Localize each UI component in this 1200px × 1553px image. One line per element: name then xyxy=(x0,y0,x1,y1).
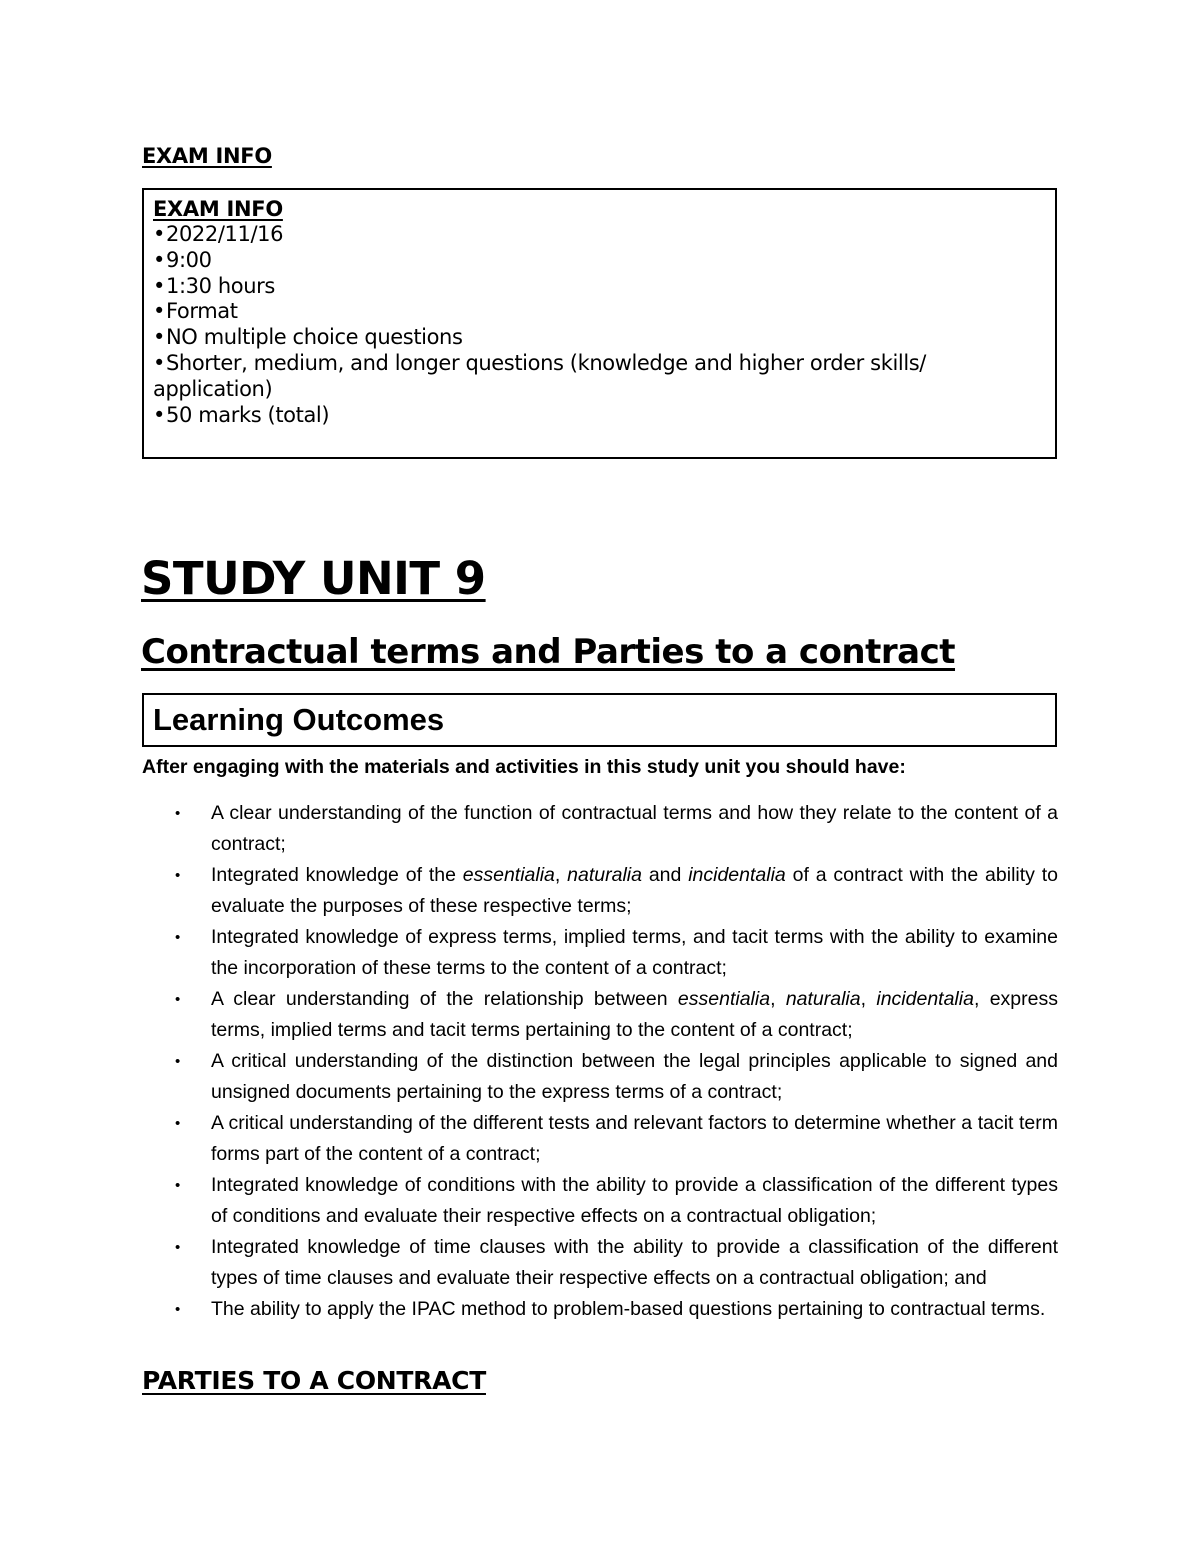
bullet-icon: • xyxy=(153,325,165,350)
latin-term: essentialia xyxy=(462,864,555,886)
list-item xyxy=(142,860,1058,922)
learning-outcomes-title: Learning Outcomes xyxy=(153,702,445,737)
latin-term: naturalia xyxy=(785,988,861,1010)
bullet-icon: • xyxy=(175,991,181,1008)
bullet-icon: • xyxy=(175,867,181,884)
outcome-text: A critical understanding of the different tests and relevant factors to determine whether a tacit term forms part of the content of a contract; xyxy=(211,1112,1058,1165)
exam-info-box xyxy=(142,188,1057,459)
bullet-icon: • xyxy=(175,929,181,946)
list-item xyxy=(142,798,1058,860)
list-item xyxy=(142,1170,1058,1232)
bullet-icon: • xyxy=(153,222,165,246)
outcome-text: A clear understanding of the function of contractual terms and how they relate to the content of a contract; xyxy=(211,802,1058,855)
outcome-text: A clear understanding of the relationship between essentialia, naturalia, incidentalia, express terms, implied terms and tacit terms pertaining to the content of a contract; xyxy=(211,988,1058,1041)
outcome-text: The ability to apply the IPAC method to problem-based questions pertaining to contractual terms. xyxy=(211,1298,1046,1320)
outcome-text: Integrated knowledge of express terms, implied terms, and tacit terms with the ability to examine the incorporation of these terms to the content of a contract; xyxy=(211,926,1058,979)
latin-term: incidentalia xyxy=(876,988,974,1010)
exam-info-item: •1:30 hours xyxy=(153,273,275,298)
latin-term: essentialia xyxy=(677,988,771,1010)
latin-term: incidentalia xyxy=(688,864,786,886)
outcome-text: Integrated knowledge of conditions with the ability to provide a classification of the different types of conditions and evaluate their respective effects on a contractual obligation; xyxy=(211,1174,1058,1227)
list-item xyxy=(142,984,1058,1046)
list-item xyxy=(142,1232,1058,1294)
learning-outcomes-list xyxy=(142,798,1058,1325)
bullet-icon: • xyxy=(175,805,181,822)
bullet-icon: • xyxy=(175,1053,181,1070)
exam-info-item: •NO multiple choice questions xyxy=(153,325,463,350)
exam-info-list xyxy=(153,222,1047,428)
learning-outcomes-box xyxy=(142,693,1057,747)
list-item xyxy=(142,1046,1058,1108)
parties-to-a-contract-heading: PARTIES TO A CONTRACT xyxy=(142,1366,486,1395)
study-unit-subtitle: Contractual terms and Parties to a contract xyxy=(141,632,956,672)
bullet-icon: • xyxy=(175,1301,181,1318)
exam-info-box-title: EXAM INFO xyxy=(153,197,283,221)
bullet-icon: • xyxy=(153,299,165,324)
bullet-icon: • xyxy=(153,402,165,427)
exam-info-heading: EXAM INFO xyxy=(142,144,272,168)
list-item xyxy=(142,922,1058,984)
outcome-text: A critical understanding of the distinction between the legal principles applicable to signed and unsigned documents pertaining to the express terms of a contract; xyxy=(211,1050,1058,1103)
exam-info-item: •9:00 xyxy=(153,247,212,272)
bullet-icon: • xyxy=(153,350,165,375)
outcome-text: Integrated knowledge of the essentialia, naturalia and incidentalia of a contract with the ability to evaluate the purposes of these respective terms; xyxy=(211,864,1059,917)
exam-info-item: •50 marks (total) xyxy=(153,402,330,427)
bullet-icon: • xyxy=(175,1115,181,1132)
bullet-icon: • xyxy=(153,247,165,272)
outcome-text: Integrated knowledge of time clauses with the ability to provide a classification of the different types of time clauses and evaluate their respective effects on a contractual obligation; and xyxy=(211,1236,1058,1289)
list-item xyxy=(142,1108,1058,1170)
latin-term: naturalia xyxy=(567,864,642,886)
exam-info-item: •Shorter, medium, and longer questions (knowledge and higher order skills/ application) xyxy=(153,350,926,401)
study-unit-title: STUDY UNIT 9 xyxy=(141,552,486,605)
list-item xyxy=(142,1294,1058,1325)
learning-outcomes-intro: After engaging with the materials and activities in this study unit you should have: xyxy=(142,756,906,778)
bullet-icon: • xyxy=(153,273,165,298)
bullet-icon: • xyxy=(175,1177,181,1194)
bullet-icon: • xyxy=(175,1239,181,1256)
exam-info-item: •2022/11/16 xyxy=(153,222,284,246)
exam-info-item: •Format xyxy=(153,299,238,324)
